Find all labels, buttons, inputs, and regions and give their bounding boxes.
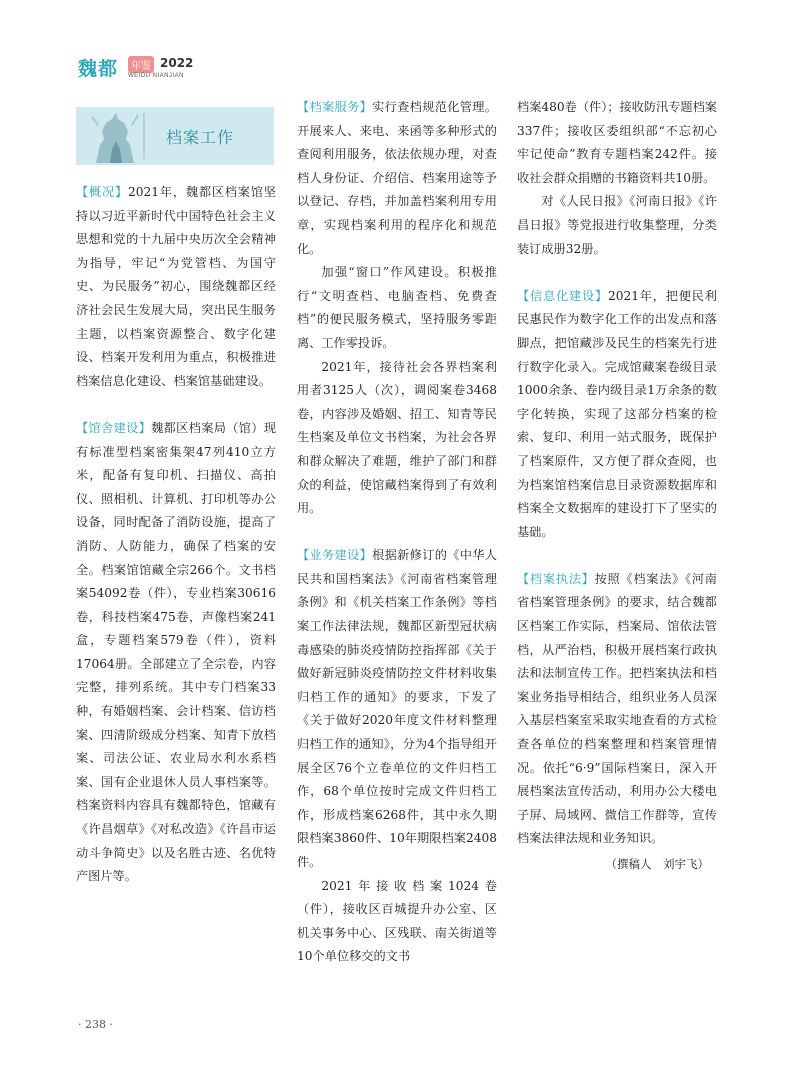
paragraph-overview (76, 181, 276, 393)
author-byline: （撰稿人 刘宇飞） (605, 857, 709, 871)
statue-illustration (82, 109, 152, 163)
paragraph-enforcement (517, 568, 717, 851)
paragraph-received: 2021年接收档案1024卷（件），接收区百城提升办公室、区机关事务中心、区残联、南关街道等10个单位移交的文书 (297, 878, 497, 964)
paragraph-business (297, 544, 497, 874)
text-enforcement: 按照《档案法》《河南省档案管理条例》的要求，结合魏都区档案工作实际，档案局、馆依法管档，从严治档，积极开展档案行政执法和法制宣传工作。把档案执法和档案业务指导相结合，组织业务人员深入基层档案室采取实地查看的方式检查各单位的档案整理和档案管理情况。依托“6·9”国际档案日，深入开展档案法宣传活动，利用办公大楼电子屏、局域网、微信工作群等，宣传档案法律法规和业务知识。 (517, 571, 717, 846)
paragraph-reception: 2021年，接待社会各界档案利用者3125人（次），调阅案卷3468卷，内容涉及婚姻、招工、知青等民生档案及单位文书档案，为社会各界和群众解决了难题，维护了部门和群众的利益，使馆藏档案得到了有效利用。 (297, 359, 497, 516)
column-right (517, 96, 717, 877)
section-title: 档案工作 (166, 128, 235, 147)
paragraph-received-cont: 档案480卷（件）；接收防汛专题档案337件；接收区委组织部“不忘初心 牢记使命”教育专题档案242件。接收社会群众捐赠的书籍资料共10册。 (517, 100, 717, 185)
paragraph-service (297, 96, 497, 261)
yearbook-logo: 魏都 (78, 58, 119, 80)
paragraph-window: 加强“窗口”作风建设。积极推行“文明查档、电脑查档、免费查档”的便民服务模式，坚持服务零距离、工作零投诉。 (297, 265, 497, 350)
yearbook-year: 2022 (160, 56, 194, 70)
yearbook-header (78, 54, 218, 86)
label-business: 【业务建设】 (297, 548, 373, 563)
column-middle (297, 96, 497, 969)
text-overview: 2021年，魏都区档案馆坚持以习近平新时代中国特色社会主义思想和党的十九届中央历次全会精神为指导，牢记“为党管档、为国守史、为民服务”初心，围绕魏都区经济社会民生发展大局，突出民生服务主题，以档案资源整合、数字化建设、档案开发利用为重点，积极推进档案信息化建设、档案馆基础建设。 (76, 185, 276, 388)
text-business: 根据新修订的《中华人民共和国档案法》《河南省档案管理条例》和《机关档案工作条例》等档案工作法律法规，魏都区新型冠状病毒感染的肺炎疫情防控指挥部《关于做好新冠肺炎疫情防控文件材料收集归档工作的通知》的要求，下发了《关于做好2020年度文件材料整理归档工作的通知》，分为4个指导组开展全区76个立卷单位的文件归档工作，68个单位按时完成文件归档工作，形成档案6268件，其中永久期限档案3860件、10年期限档案2408件。 (297, 548, 497, 869)
yearbook-subtitle: WEIDU NIANJIAN (128, 73, 185, 79)
text-informatization: 2021年，把便民利民惠民作为数字化工作的出发点和落脚点，把馆藏涉及民生的档案先行进行数字化录入。完成馆藏案卷级目录1000余条、卷内级目录1万余条的数字化转换，实现了这部分档案的检索、复印、利用一站式服务，既保护了档案原件，又方便了群众查阅，也为档案馆档案信息目录资源数据库和档案全文数据库的建设打下了坚实的基础。 (517, 288, 717, 539)
label-service: 【档案服务】 (297, 100, 373, 114)
label-informatization: 【信息化建设】 (517, 288, 608, 303)
label-overview: 【概况】 (76, 185, 128, 199)
label-facilities: 【馆舍建设】 (76, 420, 152, 435)
paragraph-informatization (517, 285, 717, 545)
paragraph-facilities (76, 417, 276, 889)
section-banner (76, 107, 274, 165)
text-service: 实行查档规范化管理。开展来人、来电、来函等多种形式的查阅利用服务，依法依规办理，对查档人身份证、介绍信、档案用途等予以登记、存档，并加盖档案利用专用章，实现档案利用的程序化和规范化。 (297, 100, 497, 256)
yearbook-badge: 年鉴 (128, 56, 154, 73)
paragraph-newspapers: 对《人民日报》《河南日报》《许昌日报》等党报进行收集整理，分类装订成册32册。 (517, 194, 717, 256)
text-facilities: 魏都区档案局（馆）现有标准型档案密集架47列410立方米，配备有复印机、扫描仪、高拍仪、照相机、计算机、打印机等办公设备，同时配备了消防设施，提高了消防、人防能力，确保了档案的安全。档案馆馆藏全宗266个。文书档案54092卷（件），专业档案30616卷，科技档案475卷，声像档案241盒，专题档案579卷（件），资料17064册。全部建立了全宗卷，内容完整，排列系统。其中专门档案33种，有婚姻档案、会计档案、信访档案、四清阶级成分档案、知青下放档案、司法公证、农业局水利水系档案、国有企业退休人员人事档案等。档案资料内容具有魏都特色，馆藏有《许昌烟草》《对私改造》《许昌市运动斗争简史》以及名胜古迹、名优特产图片等。 (76, 420, 276, 884)
page-number: · 238 · (78, 1018, 113, 1031)
label-enforcement: 【档案执法】 (517, 571, 595, 586)
column-left (76, 181, 276, 889)
